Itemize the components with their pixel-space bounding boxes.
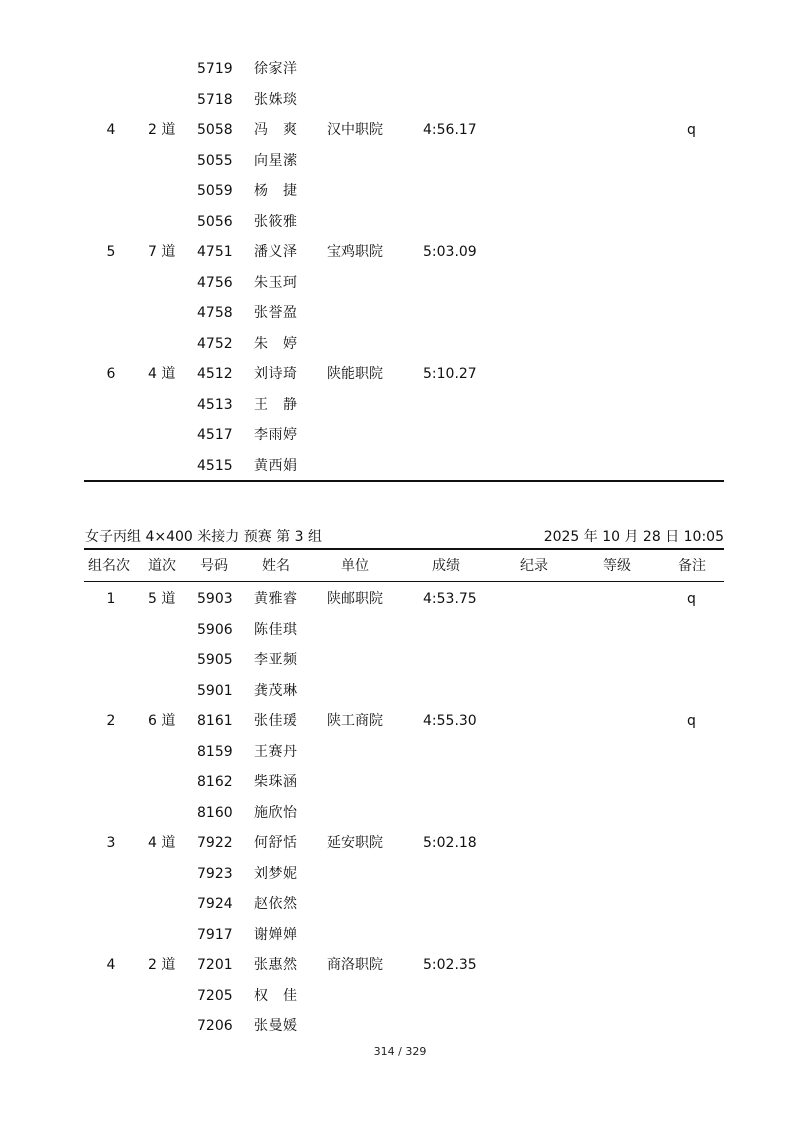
table-row: [0, 584, 800, 614]
table-bottom-rule: [84, 480, 724, 482]
cell-score: 4:56.17: [423, 122, 477, 138]
cell-number: 7917: [197, 926, 233, 943]
cell-name: 王赛丹: [254, 743, 298, 760]
table-row: [0, 420, 800, 450]
cell-number: 4752: [197, 335, 233, 352]
table-row: [0, 981, 800, 1011]
table-row: [0, 950, 800, 980]
header-rank: 组名次: [88, 558, 130, 574]
header-record: 纪录: [520, 558, 548, 574]
header-number: 号码: [200, 558, 228, 574]
header-name: 姓名: [262, 558, 290, 574]
cell-rank: 2: [106, 713, 116, 729]
cell-number: 4513: [197, 396, 233, 413]
header-score: 成绩: [432, 558, 460, 574]
cell-unit: 汉中职院: [327, 122, 383, 138]
cell-name: 谢婵婵: [254, 926, 298, 943]
table-row: [0, 359, 800, 389]
cell-name: 向星潆: [254, 152, 298, 169]
cell-name: 李雨婷: [254, 427, 298, 443]
cell-rank: 1: [106, 591, 116, 607]
cell-lane: 2 道: [148, 957, 176, 973]
cell-name: 张筱雅: [254, 213, 298, 230]
cell-number: 5719: [197, 61, 233, 77]
cell-name: 黄雅睿: [254, 591, 298, 607]
table-row: [0, 115, 800, 145]
header-top-rule: [84, 548, 724, 550]
cell-number: 7206: [197, 1018, 233, 1034]
table-row: [0, 828, 800, 858]
cell-number: 7201: [197, 957, 233, 973]
cell-lane: 7 道: [148, 244, 176, 260]
cell-name: 李亚频: [254, 652, 298, 668]
cell-unit: 商洛职院: [327, 957, 383, 973]
cell-number: 4512: [197, 366, 233, 382]
cell-name: 刘诗琦: [254, 366, 298, 382]
cell-name: 徐家洋: [254, 61, 298, 77]
cell-number: 8162: [197, 774, 233, 790]
header-unit: 单位: [341, 558, 369, 574]
cell-rank: 6: [106, 366, 116, 382]
section-title: 女子丙组 4×400 米接力 预赛 第 3 组: [85, 529, 322, 545]
cell-note: q: [687, 591, 696, 607]
cell-name: 龚茂琳: [254, 682, 298, 699]
cell-number: 5905: [197, 652, 233, 668]
cell-number: 5058: [197, 122, 233, 138]
header-note: 备注: [678, 558, 706, 574]
cell-number: 4515: [197, 457, 233, 474]
cell-number: 8160: [197, 804, 233, 821]
table-row: [0, 329, 800, 359]
table-row: [0, 767, 800, 797]
table-row: [0, 390, 800, 420]
cell-name: 施欣怡: [254, 804, 298, 821]
cell-name: 黄西娟: [254, 457, 298, 474]
table-row: [0, 54, 800, 84]
cell-name: 何舒恬: [254, 835, 298, 851]
cell-number: 8161: [197, 713, 233, 729]
table-row: [0, 889, 800, 919]
cell-name: 张誉盈: [254, 305, 298, 321]
table-row: [0, 268, 800, 298]
cell-number: 4517: [197, 427, 233, 443]
cell-name: 杨 捷: [254, 183, 298, 199]
cell-score: 5:03.09: [423, 244, 477, 260]
cell-unit: 延安职院: [327, 835, 383, 851]
table-row: [0, 1011, 800, 1041]
cell-rank: 3: [106, 835, 116, 851]
cell-score: 5:02.18: [423, 835, 477, 851]
cell-number: 4756: [197, 274, 233, 291]
table-row: [0, 146, 800, 176]
cell-note: q: [687, 122, 696, 138]
table-row: [0, 798, 800, 828]
table-row: [0, 451, 800, 481]
cell-name: 刘梦妮: [254, 865, 298, 882]
cell-lane: 4 道: [148, 835, 176, 851]
cell-number: 7922: [197, 835, 233, 851]
cell-number: 4751: [197, 244, 233, 260]
cell-score: 5:02.35: [423, 957, 477, 973]
cell-name: 潘义泽: [254, 244, 298, 260]
cell-score: 4:55.30: [423, 713, 477, 729]
cell-name: 张惠然: [254, 957, 298, 973]
cell-number: 5056: [197, 213, 233, 230]
cell-number: 7924: [197, 896, 233, 912]
cell-score: 4:53.75: [423, 591, 477, 607]
cell-number: 7923: [197, 865, 233, 882]
table-row: [0, 645, 800, 675]
page-number: 314 / 329: [373, 1045, 427, 1058]
cell-unit: 陕邮职院: [327, 591, 383, 607]
header-grade: 等级: [603, 558, 631, 574]
cell-name: 朱 婷: [254, 335, 298, 352]
table-row: [0, 615, 800, 645]
cell-name: 张姝琰: [254, 91, 298, 108]
cell-unit: 陕能职院: [327, 366, 383, 382]
table-row: [0, 207, 800, 237]
cell-number: 5901: [197, 682, 233, 699]
cell-name: 赵依然: [254, 896, 298, 912]
cell-name: 王 静: [254, 396, 298, 413]
cell-lane: 5 道: [148, 591, 176, 607]
table-row: [0, 237, 800, 267]
table-row: [0, 298, 800, 328]
cell-rank: 4: [106, 122, 116, 138]
table-row: [0, 706, 800, 736]
cell-number: 5906: [197, 621, 233, 638]
section-datetime: 2025 年 10 月 28 日 10:05: [543, 529, 724, 545]
cell-name: 陈佳琪: [254, 621, 298, 638]
table-row: [0, 676, 800, 706]
table-row: [0, 859, 800, 889]
table-row: [0, 737, 800, 767]
cell-unit: 陕工商院: [327, 713, 383, 729]
cell-rank: 5: [106, 244, 116, 260]
cell-number: 8159: [197, 743, 233, 760]
cell-name: 朱玉珂: [254, 274, 298, 291]
header-bottom-rule: [84, 581, 724, 582]
cell-unit: 宝鸡职院: [327, 244, 383, 260]
cell-lane: 6 道: [148, 713, 176, 729]
table-row: [0, 920, 800, 950]
header-lane: 道次: [148, 558, 176, 574]
cell-number: 4758: [197, 305, 233, 321]
cell-name: 权 佳: [254, 987, 298, 1004]
cell-number: 7205: [197, 987, 233, 1004]
cell-lane: 4 道: [148, 366, 176, 382]
cell-number: 5055: [197, 152, 233, 169]
cell-lane: 2 道: [148, 122, 176, 138]
cell-name: 张曼媛: [254, 1018, 298, 1034]
cell-score: 5:10.27: [423, 366, 477, 382]
table-row: [0, 85, 800, 115]
cell-name: 柴珠涵: [254, 774, 298, 790]
table-row: [0, 176, 800, 206]
cell-rank: 4: [106, 957, 116, 973]
cell-number: 5718: [197, 91, 233, 108]
cell-name: 张佳瑗: [254, 713, 298, 729]
cell-name: 冯 爽: [254, 122, 298, 138]
cell-note: q: [687, 713, 696, 729]
cell-number: 5903: [197, 591, 233, 607]
cell-number: 5059: [197, 183, 233, 199]
